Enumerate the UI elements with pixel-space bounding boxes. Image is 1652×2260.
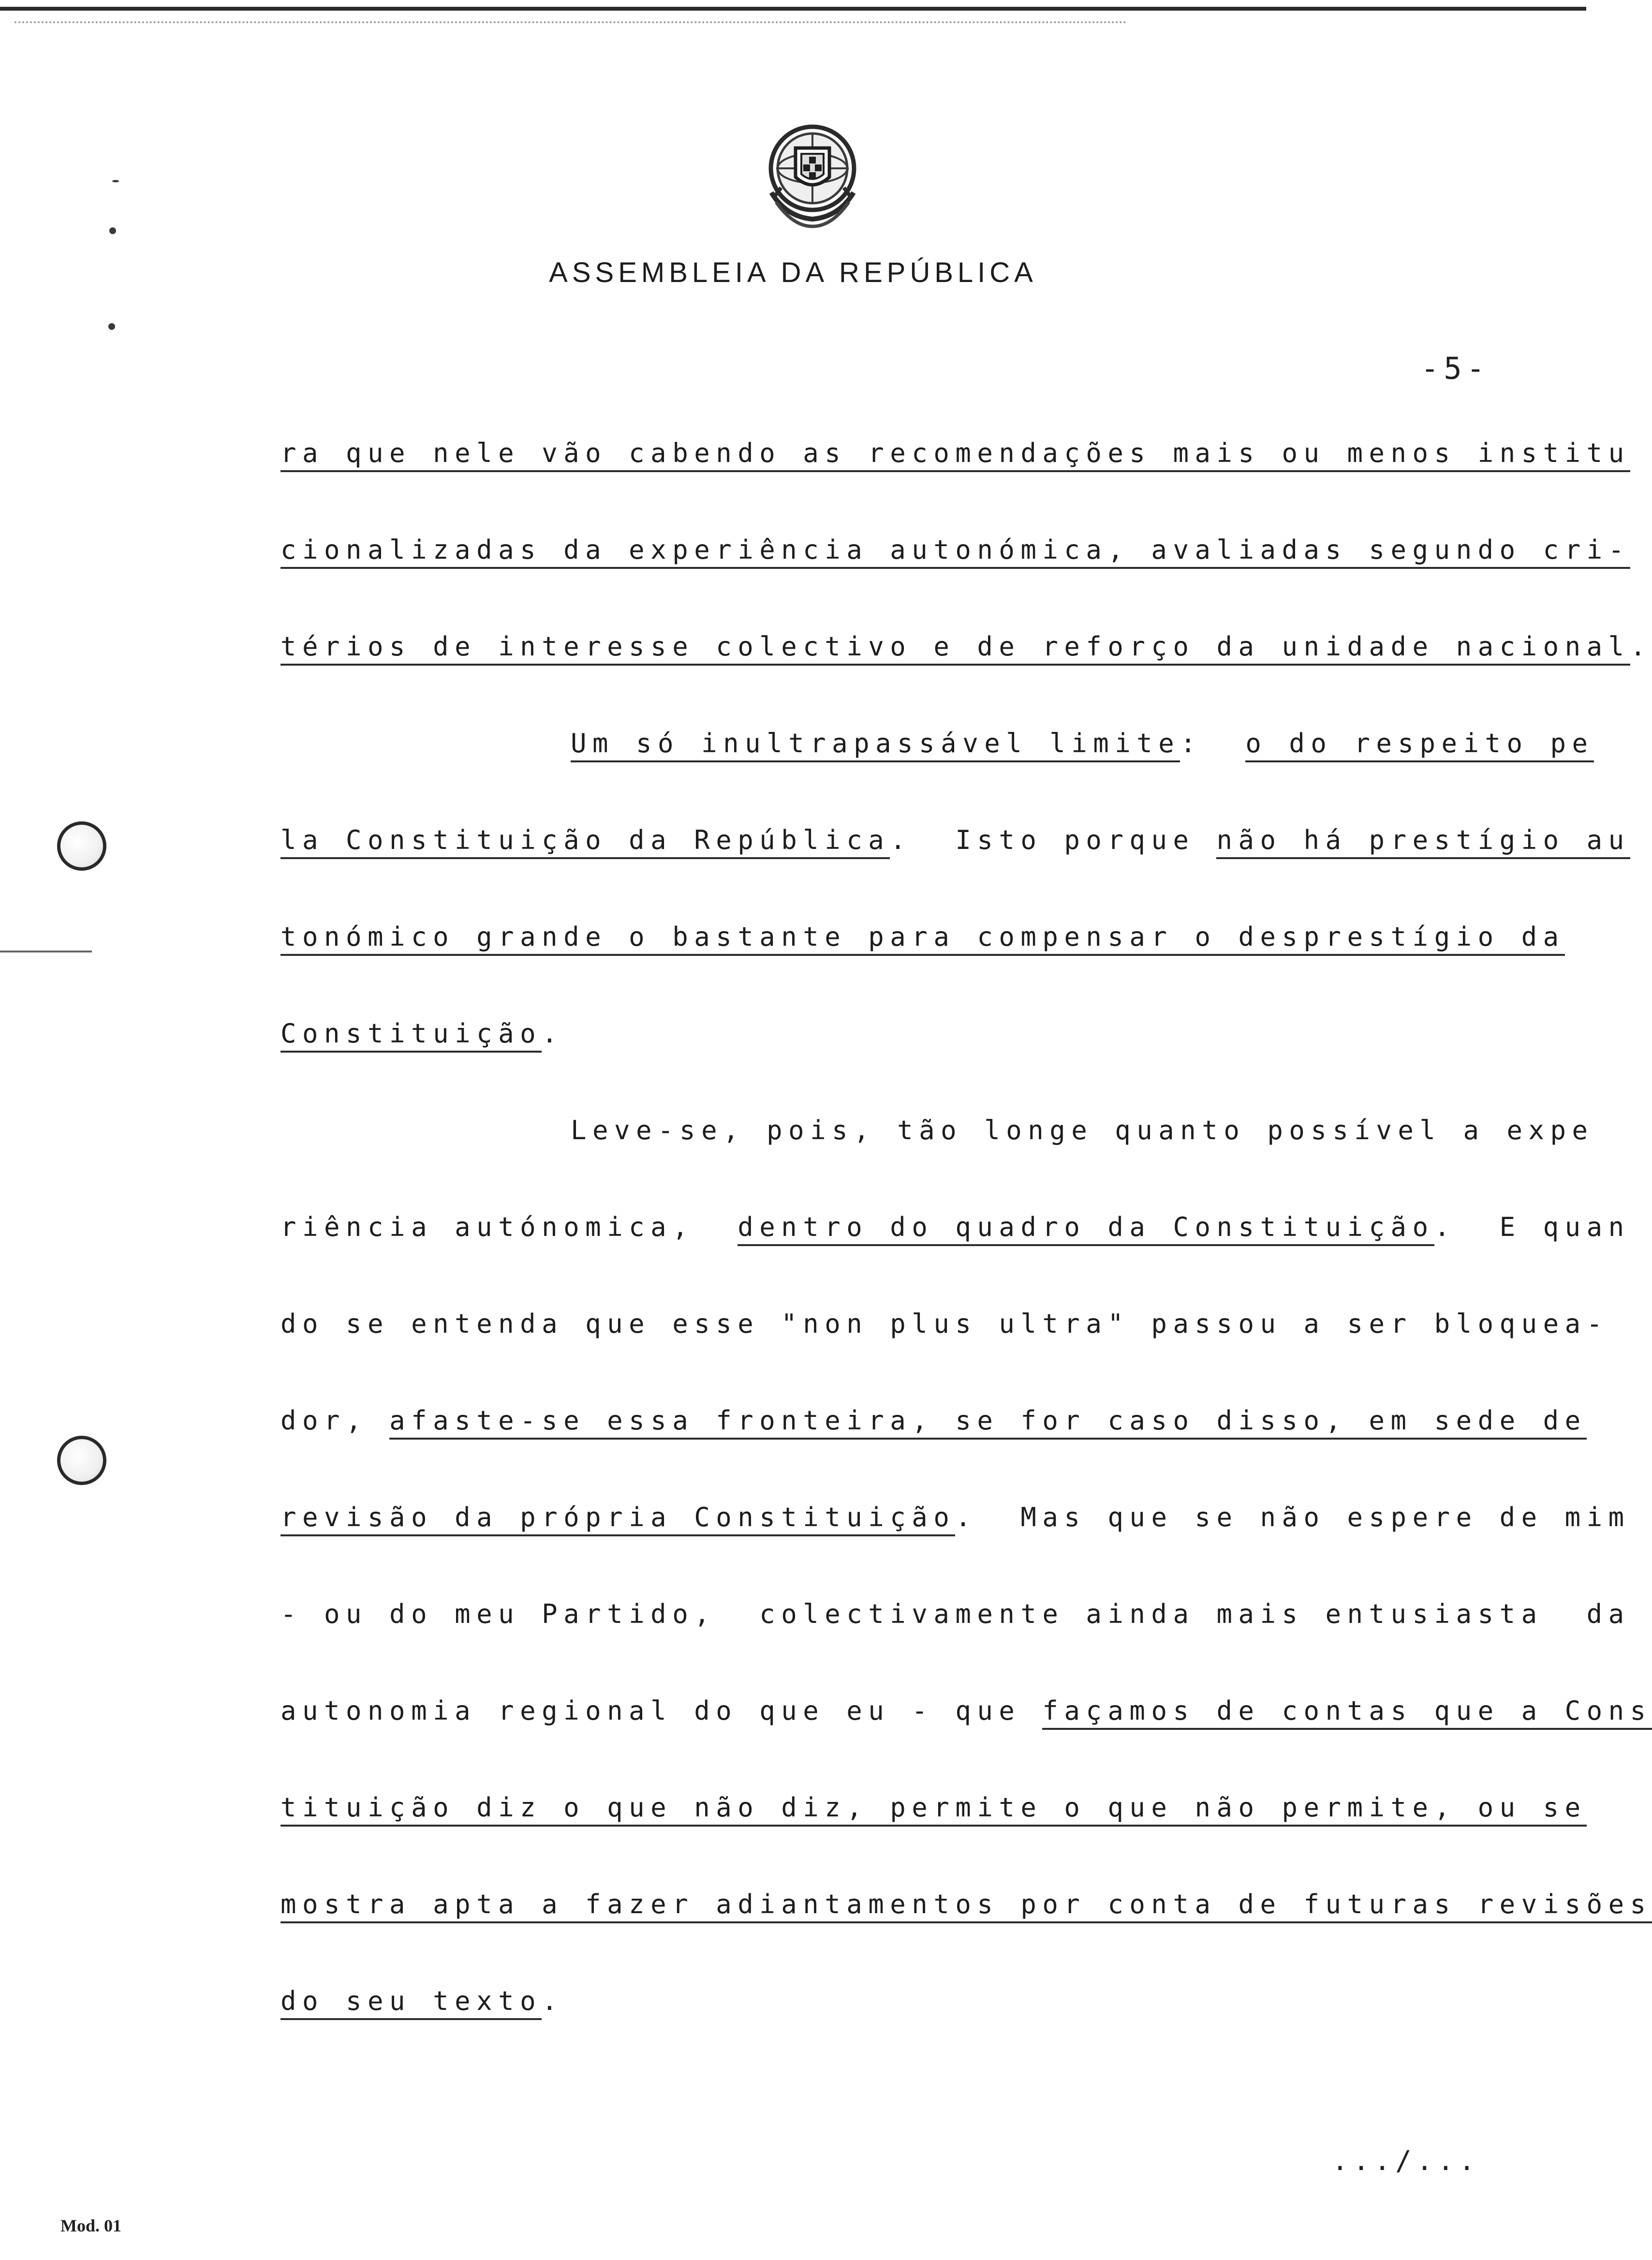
underlined-text: ra que nele vão cabendo as recomendações mais ou menos institu <box>280 438 1630 472</box>
form-code: Mod. 01 <box>60 2216 121 2235</box>
text-line <box>280 631 1652 662</box>
page-number: -5- <box>1421 351 1490 386</box>
text-segment: riência autónomica, <box>280 1212 738 1242</box>
underlined-text: térios de interesse colectivo e de reforço da unidade nacional <box>280 631 1630 666</box>
margin-fold-line <box>0 951 92 952</box>
text-line <box>280 1212 1630 1242</box>
underlined-text: do seu texto <box>280 1986 542 2020</box>
text-line <box>571 1115 1594 1145</box>
continuation-marker: .../... <box>1331 2145 1480 2177</box>
text-segment: . <box>542 1986 564 2016</box>
punch-hole-lower <box>57 1436 106 1485</box>
underlined-text: não há prestígio au <box>1216 825 1630 859</box>
margin-mark <box>109 227 116 234</box>
underlined-text: cionalizadas da experiência autonómica, avaliadas segundo cri- <box>280 535 1630 569</box>
text-line <box>280 438 1630 468</box>
margin-mark <box>112 180 119 182</box>
text-line <box>280 1502 1630 1532</box>
underlined-text: la Constituição da República <box>280 825 890 859</box>
text-segment: . Mas que se não espere de mim <box>955 1502 1630 1532</box>
underlined-text: o do respeito pe <box>1245 728 1593 762</box>
top-scan-artifact <box>15 21 1127 23</box>
underlined-text: façamos de contas que a Cons <box>1042 1695 1652 1730</box>
text-line <box>280 1599 1630 1629</box>
text-segment: . <box>542 1018 564 1049</box>
text-segment: do se entenda que esse "non plus ultra" passou a ser bloquea- <box>280 1308 1608 1339</box>
text-segment: Leve-se, pois, tão longe quanto possível a expe <box>571 1115 1594 1145</box>
punch-hole-upper <box>57 821 106 871</box>
coat-of-arms-icon <box>757 120 868 231</box>
underlined-text: afaste-se essa fronteira, se for caso disso, em sede de <box>389 1405 1587 1440</box>
institution-header: ASSEMBLEIA DA REPÚBLICA <box>549 257 1037 288</box>
underlined-text: revisão da própria Constituição <box>280 1502 955 1536</box>
text-line <box>280 825 1630 855</box>
margin-mark <box>108 323 115 330</box>
text-segment: . Isto porque <box>890 825 1217 855</box>
text-line <box>280 1695 1652 1726</box>
text-segment: dor, <box>280 1405 390 1436</box>
text-line <box>280 922 1565 952</box>
text-line <box>280 1889 1652 1919</box>
top-border-line <box>0 7 1586 11</box>
text-line <box>280 1792 1587 1823</box>
text-line <box>280 535 1630 565</box>
text-line <box>280 1308 1608 1339</box>
underlined-text: tituição diz o que não diz, permite o que não permite, ou se <box>280 1792 1587 1827</box>
text-line <box>280 1018 563 1049</box>
text-segment: - ou do meu Partido, colectivamente ainda mais entusiasta da <box>280 1599 1630 1629</box>
text-segment: . E quan <box>1434 1212 1630 1242</box>
text-segment: . <box>1630 631 1652 662</box>
text-segment: autonomia regional do que eu - que <box>280 1695 1043 1726</box>
underlined-text: mostra apta a fazer adiantamentos por conta de futuras revisões <box>280 1889 1652 1923</box>
underlined-text: Constituição <box>280 1018 542 1053</box>
underlined-text: Um só inultrapassável limite <box>571 728 1180 762</box>
underlined-text: dentro do quadro da Constituição <box>738 1212 1434 1246</box>
text-line <box>571 728 1594 758</box>
text-line <box>280 1405 1587 1436</box>
underlined-text: tonómico grande o bastante para compensar o desprestígio da <box>280 922 1565 956</box>
text-line <box>280 1986 563 2016</box>
text-segment: : <box>1180 728 1246 758</box>
